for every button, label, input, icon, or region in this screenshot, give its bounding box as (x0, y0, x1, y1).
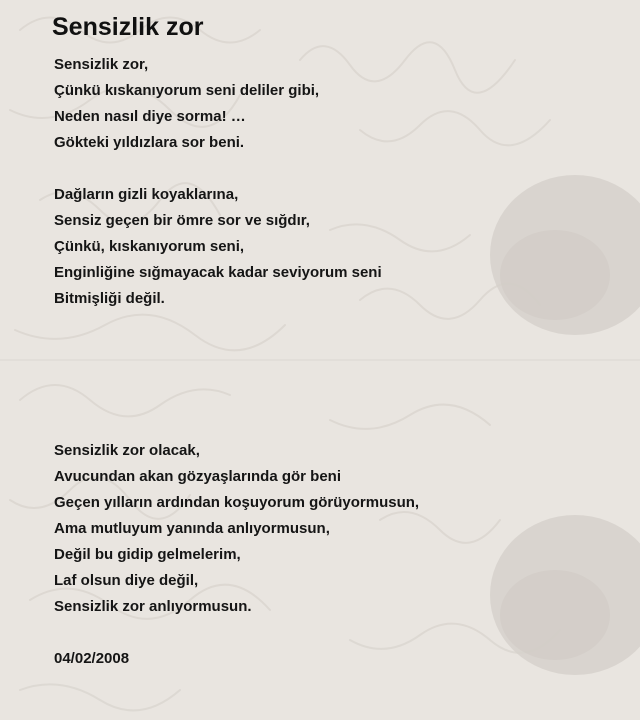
poem-line: Dağların gizli koyaklarına, (54, 186, 239, 203)
poem-line: Enginliğine sığmayacak kadar seviyorum seni (54, 264, 382, 281)
poem-line: Avucundan akan gözyaşlarında gör beni (54, 468, 342, 485)
poem-line: Bitmişliği değil. (54, 290, 165, 307)
poem-line: Çünkü, kıskanıyorum seni, (54, 238, 245, 255)
poem-line: Gökteki yıldızlara sor beni. (54, 134, 245, 151)
poem-date: 04/02/2008 (54, 650, 130, 667)
poem-line: Çünkü kıskanıyorum seni deliler gibi, (54, 82, 320, 99)
poem-line: Ama mutluyum yanında anlıyormusun, (54, 520, 330, 537)
poem-line: Sensizlik zor, (54, 56, 149, 73)
stanza-1 (54, 52, 319, 156)
poem-line: Sensiz geçen bir ömre sor ve sığdır, (54, 212, 310, 229)
poem-line: Sensizlik zor olacak, (54, 442, 200, 459)
poem-line: Geçen yılların ardından koşuyorum görüyormusun, (54, 494, 420, 511)
poem-line: Sensizlik zor anlıyormusun. (54, 598, 252, 615)
stanza-3 (54, 438, 419, 620)
poem-line: Değil bu gidip gelmelerim, (54, 546, 241, 563)
stanza-2 (54, 182, 382, 312)
poem-line: Neden nasıl diye sorma! … (54, 108, 246, 125)
poem-title: Sensizlik zor (52, 13, 204, 41)
poem-line: Laf olsun diye değil, (54, 572, 199, 589)
